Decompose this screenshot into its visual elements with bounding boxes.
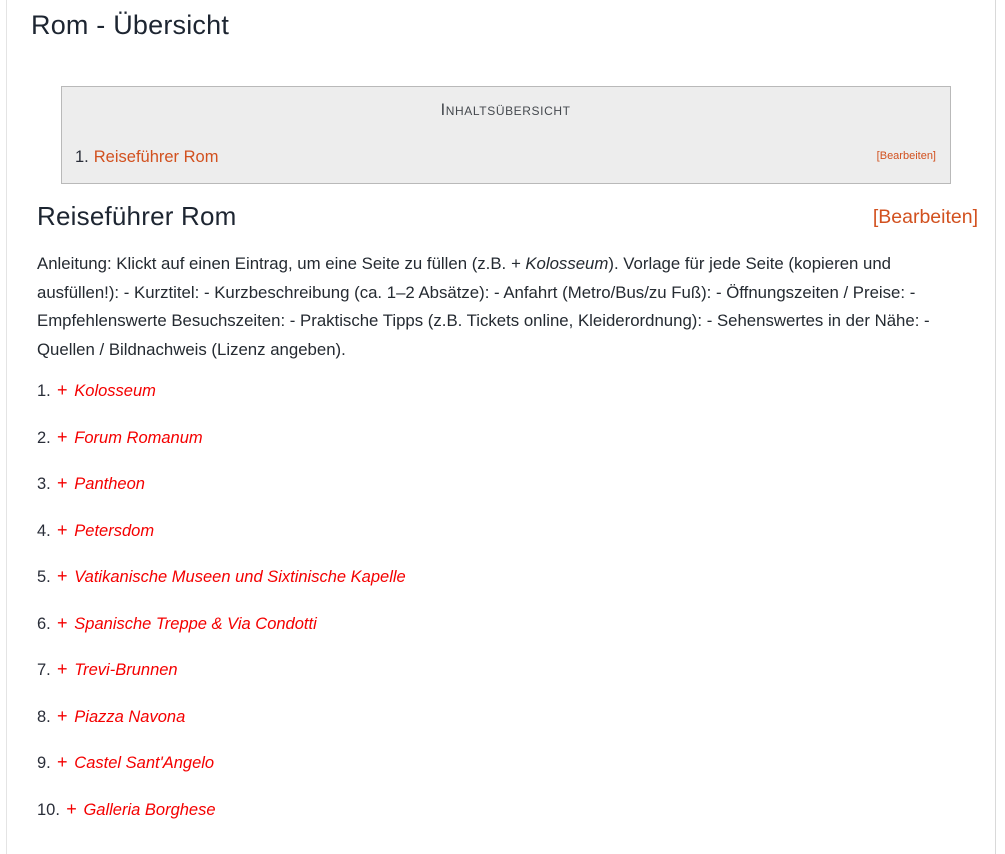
list-item-trevi-brunnen — [37, 658, 978, 681]
link-label: Trevi-Brunnen — [74, 661, 178, 680]
list-number: 3. — [37, 475, 51, 494]
list-item-galleria-borghese — [37, 798, 978, 821]
toc-header: Inhaltsübersicht — [440, 100, 571, 119]
list-item-vatikanische-museen — [37, 565, 978, 588]
list-item-pantheon — [37, 472, 978, 495]
attractions-list — [37, 379, 978, 821]
missing-page-link-piazza-navona[interactable] — [56, 705, 186, 726]
toc-row — [75, 145, 936, 169]
link-label: Petersdom — [74, 521, 155, 540]
missing-page-link-petersdom[interactable] — [56, 519, 155, 540]
link-label: Pantheon — [74, 475, 145, 494]
list-item-forum-romanum — [37, 426, 978, 449]
list-number: 6. — [37, 614, 51, 633]
plus-icon: + — [56, 380, 68, 401]
intro-paragraph — [37, 250, 978, 364]
list-item-petersdom — [37, 519, 978, 542]
missing-page-link-spanische-treppe[interactable] — [56, 612, 317, 633]
toc-link-reisefuehrer-rom[interactable]: Reiseführer Rom — [93, 148, 219, 166]
list-number: 5. — [37, 568, 51, 587]
list-number: 2. — [37, 428, 51, 447]
table-of-contents-box — [61, 86, 951, 184]
plus-icon: + — [56, 519, 68, 540]
missing-page-link-forum-romanum[interactable] — [56, 426, 203, 447]
section-edit-link[interactable]: [Bearbeiten] — [872, 206, 978, 228]
missing-page-link-trevi-brunnen[interactable] — [57, 661, 178, 679]
plus-icon: + — [56, 752, 68, 773]
page-title: Rom - Übersicht — [31, 10, 230, 40]
list-number: 8. — [37, 707, 51, 726]
plus-icon: + — [56, 566, 68, 587]
link-label: Kolosseum — [74, 382, 156, 401]
plus-icon: + — [56, 659, 68, 680]
list-item-castel-sant-angelo — [37, 751, 978, 774]
section-heading-row — [37, 200, 978, 232]
list-number: 1. — [37, 382, 51, 401]
list-number: 7. — [37, 661, 51, 680]
missing-page-link-vatikanische-museen[interactable] — [57, 568, 406, 586]
section-title: Reiseführer Rom — [37, 201, 237, 231]
plus-icon: + — [56, 426, 68, 447]
intro-text-before: Anleitung: Klickt auf einen Eintrag, um eine Seite zu füllen (z.B. — [37, 254, 511, 273]
missing-page-link-castel-sant-angelo[interactable] — [57, 754, 214, 772]
missing-page-link-pantheon[interactable] — [57, 475, 145, 493]
plus-icon: + — [56, 612, 68, 633]
intro-text-after: ). Vorlage für jede Seite (kopieren und ausfüllen!): - Kurztitel: - Kurzbeschreibung (ca. 1–2 Absätze): - Anfahrt (Metro/Bus/zu Fuß): - Öffnungszeiten / Preise: - Empfehlenswerte Besuchszeiten: - Praktische Tipps (z.B. Tickets online, Kleiderordnung): - Sehenswertes in der Nähe: - Quellen / Bildnachweis (Lizenz angeben). — [37, 254, 930, 359]
link-label: Forum Romanum — [74, 428, 203, 447]
missing-page-link-kolosseum[interactable] — [57, 382, 156, 400]
toc-entry — [75, 146, 218, 168]
plus-icon: + — [56, 473, 68, 494]
list-item-piazza-navona — [37, 705, 978, 728]
toc-entry-number: 1. — [75, 148, 89, 166]
link-label: Galleria Borghese — [83, 800, 216, 819]
toc-edit-link[interactable]: [Bearbeiten] — [876, 150, 936, 162]
list-number: 9. — [37, 754, 51, 773]
link-label: Castel Sant'Angelo — [74, 754, 215, 773]
intro-example-italic: + Kolosseum — [510, 254, 609, 273]
list-number: 10. — [37, 800, 60, 819]
plus-icon: + — [65, 798, 77, 819]
list-item-kolosseum — [37, 379, 978, 402]
link-label: Vatikanische Museen und Sixtinische Kapelle — [74, 568, 406, 587]
plus-icon: + — [56, 705, 68, 726]
wiki-page-content — [6, 0, 996, 854]
list-number: 4. — [37, 521, 51, 540]
link-label: Spanische Treppe & Via Condotti — [74, 614, 317, 633]
link-label: Piazza Navona — [74, 707, 186, 726]
list-item-spanische-treppe — [37, 612, 978, 635]
